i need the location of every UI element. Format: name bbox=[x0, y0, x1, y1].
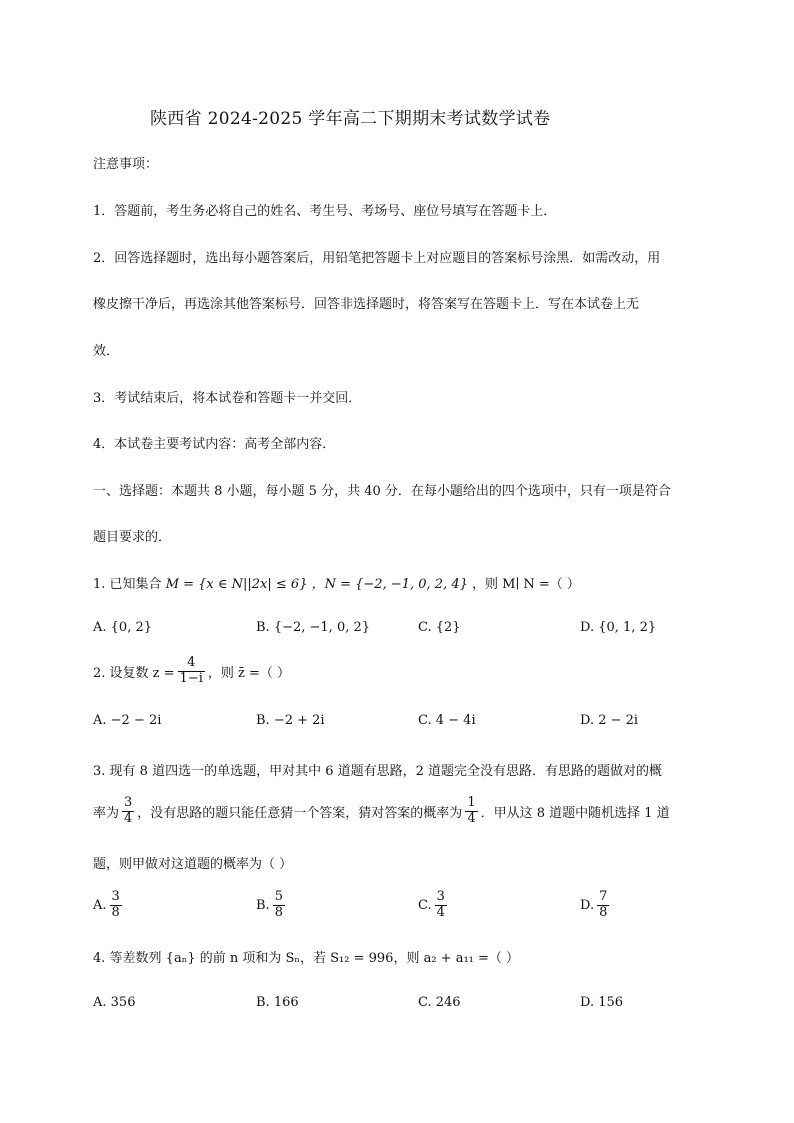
question-3-option-a-label: A. bbox=[93, 897, 107, 913]
question-3-line-2 bbox=[93, 796, 670, 827]
notice-item-1: 1．答题前，考生务必将自己的姓名、考生号、考场号、座位号填写在答题卡上． bbox=[93, 204, 557, 219]
question-3-line-2-part-c: ．甲从这 8 道题中随机选择 1 道 bbox=[480, 805, 670, 821]
question-3-fraction-2 bbox=[465, 796, 477, 827]
question-1-option-b: B. {−2, −1, 0, 2} bbox=[256, 620, 371, 635]
question-3-option-b-fraction bbox=[273, 890, 285, 921]
question-1-option-a: A. {0, 2} bbox=[93, 620, 153, 635]
question-4-option-a: A. 356 bbox=[93, 995, 136, 1010]
question-3-option-d-fraction bbox=[597, 890, 609, 921]
question-2-option-b: B. −2 + 2i bbox=[256, 713, 325, 728]
notice-item-4: 4．本试卷主要考试内容：高考全部内容． bbox=[93, 437, 336, 452]
question-3-option-b-numerator: 5 bbox=[274, 889, 283, 904]
question-2-prefix: 2. 设复数 z = bbox=[93, 665, 175, 681]
question-4-option-b: B. 166 bbox=[256, 995, 299, 1010]
question-3-option-b-label: B. bbox=[256, 897, 270, 913]
question-3-option-c bbox=[418, 890, 450, 921]
question-3-fraction-1-denominator: 4 bbox=[124, 810, 133, 826]
question-3-line-2-part-a: 率为 bbox=[93, 805, 120, 821]
question-1-option-c: C. {2} bbox=[418, 620, 461, 635]
question-3-option-c-denominator: 4 bbox=[436, 904, 445, 920]
question-1-set-m: M = {x ∈ N||2x| ≤ 6} bbox=[165, 577, 308, 592]
question-2-fraction-denominator: 1−i bbox=[179, 670, 203, 686]
question-3-line-3: 题，则甲做对这道题的概率为（ ） bbox=[93, 857, 293, 872]
question-4-option-c: C. 246 bbox=[418, 995, 461, 1010]
notice-item-2-line-3: 效． bbox=[93, 344, 120, 359]
question-3-option-b bbox=[256, 890, 288, 921]
question-3-option-c-label: C. bbox=[418, 897, 432, 913]
question-3-line-1: 3. 现有 8 道四选一的单选题，甲对其中 6 道题有思路，2 道题完全没有思路．有思路的题做对的概 bbox=[93, 764, 663, 779]
question-3-option-c-numerator: 3 bbox=[436, 889, 445, 904]
question-1-prefix: 1. 已知集合 bbox=[93, 577, 162, 592]
question-3-fraction-2-denominator: 4 bbox=[467, 810, 476, 826]
question-3-option-a-numerator: 3 bbox=[111, 889, 120, 904]
question-4: 4. 等差数列 {aₙ} 的前 n 项和为 Sₙ，若 S₁₂ = 996，则 a₂ + a₁₁ =（ ） bbox=[93, 951, 520, 966]
question-3-fraction-2-numerator: 1 bbox=[467, 795, 476, 810]
notice-item-3: 3．考试结束后，将本试卷和答题卡一并交回． bbox=[93, 391, 362, 406]
question-2 bbox=[93, 656, 290, 687]
notice-item-2-line-1: 2．回答选择题时，选出每小题答案后，用铅笔把答题卡上对应题目的答案标号涂黑．如需改动，用 bbox=[93, 251, 661, 266]
question-2-option-a: A. −2 − 2i bbox=[93, 713, 162, 728]
notice-item-2-line-2: 橡皮擦干净后，再选涂其他答案标号．回答非选择题时，将答案写在答题卡上．写在本试卷上无 bbox=[93, 297, 640, 312]
question-2-option-c: C. 4 − 4i bbox=[418, 713, 476, 728]
question-3-option-d-label: D. bbox=[580, 897, 595, 913]
question-3-fraction-1-numerator: 3 bbox=[124, 795, 133, 810]
question-3-option-a bbox=[93, 890, 125, 921]
question-4-option-d: D. 156 bbox=[580, 995, 624, 1010]
question-2-suffix: ，则 z̄ =（ ） bbox=[207, 665, 291, 681]
question-3-fraction-1 bbox=[122, 796, 134, 827]
question-3-option-b-denominator: 8 bbox=[274, 904, 283, 920]
section-1-instruction-line-1: 一、选择题：本题共 8 小题，每小题 5 分，共 40 分．在每小题给出的四个选项中，只有一项是符合 bbox=[93, 484, 671, 499]
question-2-option-d: D. 2 − 2i bbox=[580, 713, 639, 728]
question-1-option-d: D. {0, 1, 2} bbox=[580, 620, 657, 635]
question-3-line-2-part-b: ，没有思路的题只能任意猜一个答案，猜对答案的概率为 bbox=[137, 805, 463, 821]
question-3-option-a-fraction bbox=[110, 890, 122, 921]
notice-heading: 注意事项： bbox=[93, 157, 159, 172]
section-1-instruction-line-2: 题目要求的． bbox=[93, 530, 172, 545]
question-3-option-c-fraction bbox=[435, 890, 447, 921]
page-title: 陕西省 2024-2025 学年高二下期期末考试数学试卷 bbox=[150, 109, 551, 129]
question-3-option-d-numerator: 7 bbox=[599, 889, 608, 904]
question-2-fraction-numerator: 4 bbox=[187, 655, 196, 670]
question-1-suffix: ，则 M∣ N =（ ） bbox=[472, 577, 580, 592]
question-1 bbox=[93, 573, 580, 592]
question-1-set-n: ，N = {−2, −1, 0, 2, 4} bbox=[311, 577, 468, 592]
question-3-option-a-denominator: 8 bbox=[111, 904, 120, 920]
question-3-option-d-denominator: 8 bbox=[599, 904, 608, 920]
question-3-option-d bbox=[580, 890, 612, 921]
question-2-fraction bbox=[178, 656, 205, 687]
